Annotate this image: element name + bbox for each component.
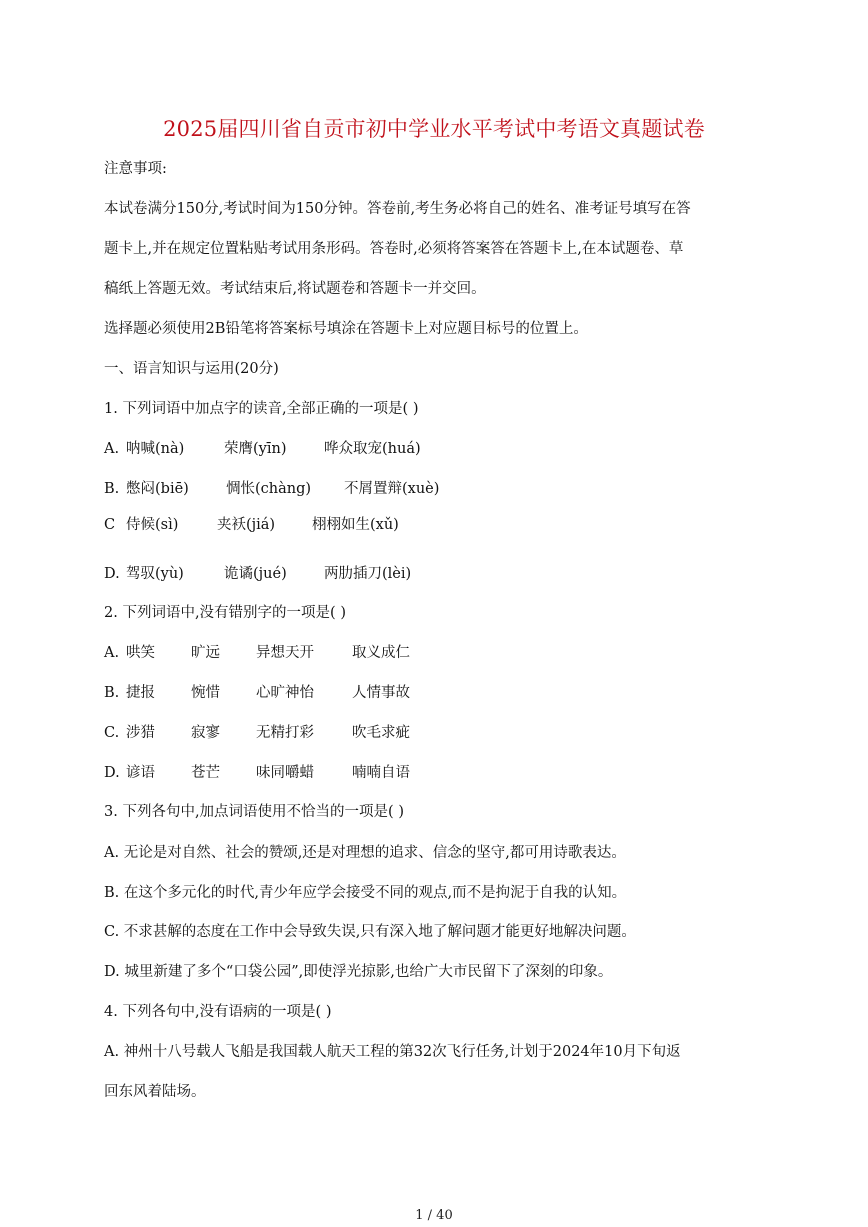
question-4-option-a-line: A. 神州十八号载人飞船是我国载人航天工程的第32次飞行任务,计划于2024年10月下旬返: [104, 1044, 681, 1060]
option-item: 谚语: [126, 765, 155, 781]
option-label: A.: [104, 441, 120, 457]
option-item: 喃喃自语: [352, 765, 410, 781]
option-label: A.: [104, 645, 120, 661]
notice-line: 选择题必须使用2B铅笔将答案标号填涂在答题卡上对应题目标号的位置上。: [104, 321, 588, 337]
option-label: B.: [104, 685, 120, 701]
question-3-option-a: A. 无论是对自然、社会的赞颂,还是对理想的追求、信念的坚守,都可用诗歌表达。: [104, 845, 626, 861]
exam-title: 2025届四川省自贡市初中学业水平考试中考语文真题试卷: [163, 117, 705, 141]
option-item: 旷远: [191, 645, 220, 661]
option-item: 夹袄(jiá): [217, 517, 276, 533]
question-3-option-b: B. 在这个多元化的时代,青少年应学会接受不同的观点,而不是拘泥于自我的认知。: [104, 885, 627, 901]
section-heading: 一、语言知识与运用(20分): [104, 361, 279, 377]
option-item: 捷报: [126, 685, 155, 701]
question-1-stem: 1. 下列词语中加点字的读音,全部正确的一项是( ): [104, 401, 419, 417]
option-item: 寂寥: [191, 725, 220, 741]
option-item: 涉猎: [126, 725, 155, 741]
option-item: 驾驭(yù): [126, 566, 184, 582]
question-4-stem: 4. 下列各句中,没有语病的一项是( ): [104, 1004, 332, 1020]
question-3-option-c: C. 不求甚解的态度在工作中会导致失误,只有深入地了解问题才能更好地解决问题。: [104, 924, 636, 940]
option-item: 心旷神怡: [256, 685, 314, 701]
option-item: 憋闷(biē): [126, 481, 189, 497]
option-item: 吹毛求疵: [352, 725, 410, 741]
option-item: 人情事故: [352, 685, 410, 701]
option-item: 惆怅(chàng): [226, 481, 312, 497]
option-item: 栩栩如生(xǔ): [312, 517, 399, 533]
question-3-stem: 3. 下列各句中,加点词语使用不恰当的一项是( ): [104, 804, 404, 820]
option-label: C.: [104, 725, 120, 741]
option-label: C: [104, 517, 116, 533]
question-4-option-a-line: 回东风着陆场。: [104, 1084, 206, 1100]
option-item: 侍候(sì): [126, 517, 179, 533]
option-label: D.: [104, 566, 120, 582]
option-item: 味同嚼蜡: [256, 765, 314, 781]
notice-heading: 注意事项:: [104, 161, 167, 177]
option-label: D.: [104, 765, 120, 781]
option-item: 哗众取宠(huá): [324, 441, 421, 457]
option-item: 呐喊(nà): [126, 441, 185, 457]
page-number: 1 / 40: [415, 1208, 453, 1223]
notice-line: 本试卷满分150分,考试时间为150分钟。答卷前,考生务必将自己的姓名、准考证号填写在答: [104, 201, 691, 217]
option-item: 荣膺(yīn): [224, 441, 287, 457]
notice-line: 稿纸上答题无效。考试结束后,将试题卷和答题卡一并交回。: [104, 281, 486, 297]
option-label: B.: [104, 481, 120, 497]
option-item: 哄笑: [126, 645, 155, 661]
option-item: 苍芒: [191, 765, 220, 781]
option-item: 惋惜: [191, 685, 220, 701]
option-item: 不屑置辩(xuè): [344, 481, 440, 497]
option-item: 无精打彩: [256, 725, 314, 741]
option-item: 诡谲(jué): [224, 566, 287, 582]
option-item: 两肋插刀(lèi): [324, 566, 412, 582]
option-item: 取义成仁: [352, 645, 410, 661]
question-2-stem: 2. 下列词语中,没有错别字的一项是( ): [104, 605, 346, 621]
notice-line: 题卡上,并在规定位置粘贴考试用条形码。答卷时,必须将答案答在答题卡上,在本试题卷、草: [104, 241, 684, 257]
question-3-option-d: D. 城里新建了多个“口袋公园”,即使浮光掠影,也给广大市民留下了深刻的印象。: [104, 964, 613, 980]
option-item: 异想天开: [256, 645, 314, 661]
